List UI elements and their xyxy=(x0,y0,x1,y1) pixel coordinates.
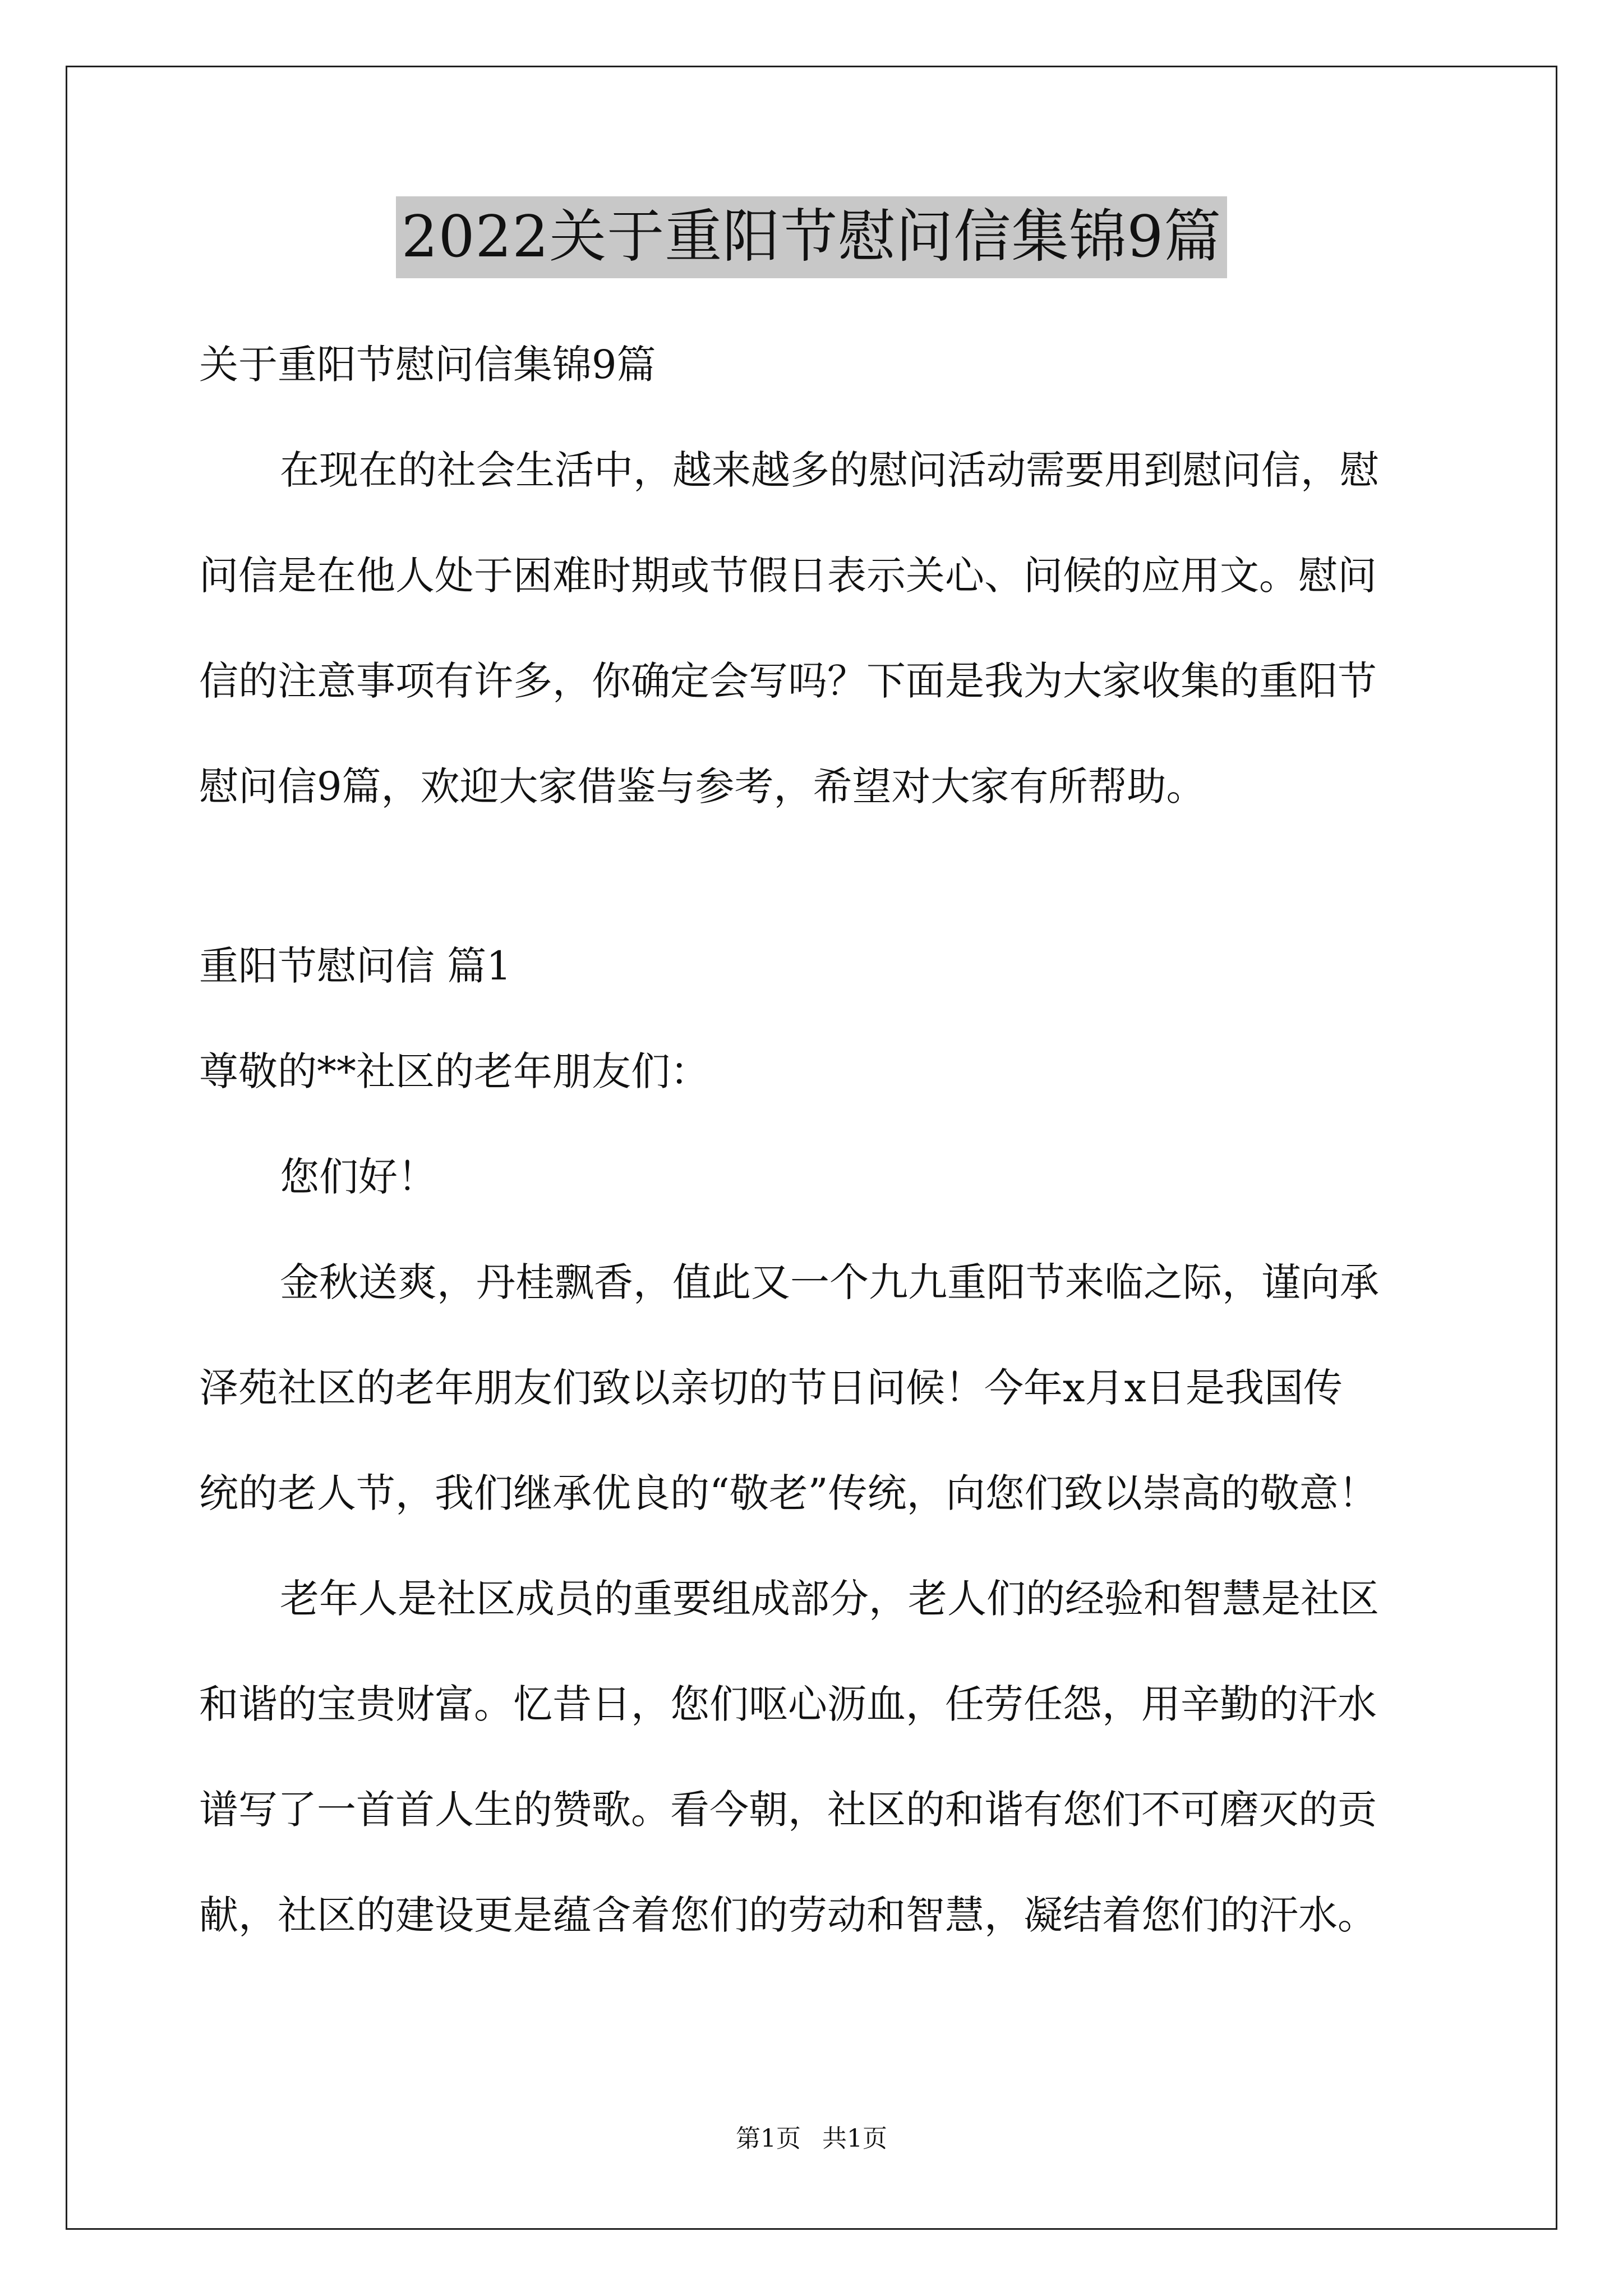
title-block xyxy=(0,196,1623,278)
page-total: 共1页 xyxy=(822,2124,887,2153)
subtitle: 关于重阳节慰问信集锦9篇 xyxy=(199,342,656,388)
intro-line: 问信是在他人处于困难时期或节假日表示关心、问候的应用文。慰问 xyxy=(199,553,1377,599)
paragraph-line: 谱写了一首首人生的赞歌。看今朝，社区的和谐有您们不可磨灭的贡 xyxy=(199,1787,1377,1833)
paragraph-line: 和谐的宝贵财富。忆昔日，您们呕心沥血，任劳任怨，用辛勤的汗水 xyxy=(199,1681,1377,1727)
paragraph-line: 金秋送爽，丹桂飘香，值此又一个九九重阳节来临之际，谨向承 xyxy=(280,1259,1379,1305)
intro-line: 信的注意事项有许多，你确定会写吗？下面是我为大家收集的重阳节 xyxy=(199,658,1377,704)
intro-line: 慰问信9篇，欢迎大家借鉴与参考，希望对大家有所帮助。 xyxy=(199,763,1206,809)
page-footer xyxy=(0,2122,1623,2156)
page-current: 第1页 xyxy=(736,2124,801,2153)
document-title: 2022关于重阳节慰问信集锦9篇 xyxy=(396,196,1227,278)
paragraph-line: 献，社区的建设更是蕴含着您们的劳动和智慧，凝结着您们的汗水。 xyxy=(199,1892,1377,1938)
paragraph-line: 统的老人节，我们继承优良的“敬老”传统，向您们致以崇高的敬意！ xyxy=(199,1470,1378,1516)
paragraph-line: 泽苑社区的老年朋友们致以亲切的节日问候！今年x月x日是我国传 xyxy=(199,1365,1343,1411)
document-body xyxy=(199,337,1433,1993)
paragraph-line: 老年人是社区成员的重要组成部分，老人们的经验和智慧是社区 xyxy=(280,1576,1379,1622)
spacer xyxy=(199,864,1433,938)
section-heading: 重阳节慰问信 篇1 xyxy=(199,943,511,989)
greeting: 您们好！ xyxy=(280,1154,437,1200)
intro-line: 在现在的社会生活中，越来越多的慰问活动需要用到慰问信，慰 xyxy=(280,447,1379,493)
salutation: 尊敬的**社区的老年朋友们： xyxy=(199,1048,709,1094)
